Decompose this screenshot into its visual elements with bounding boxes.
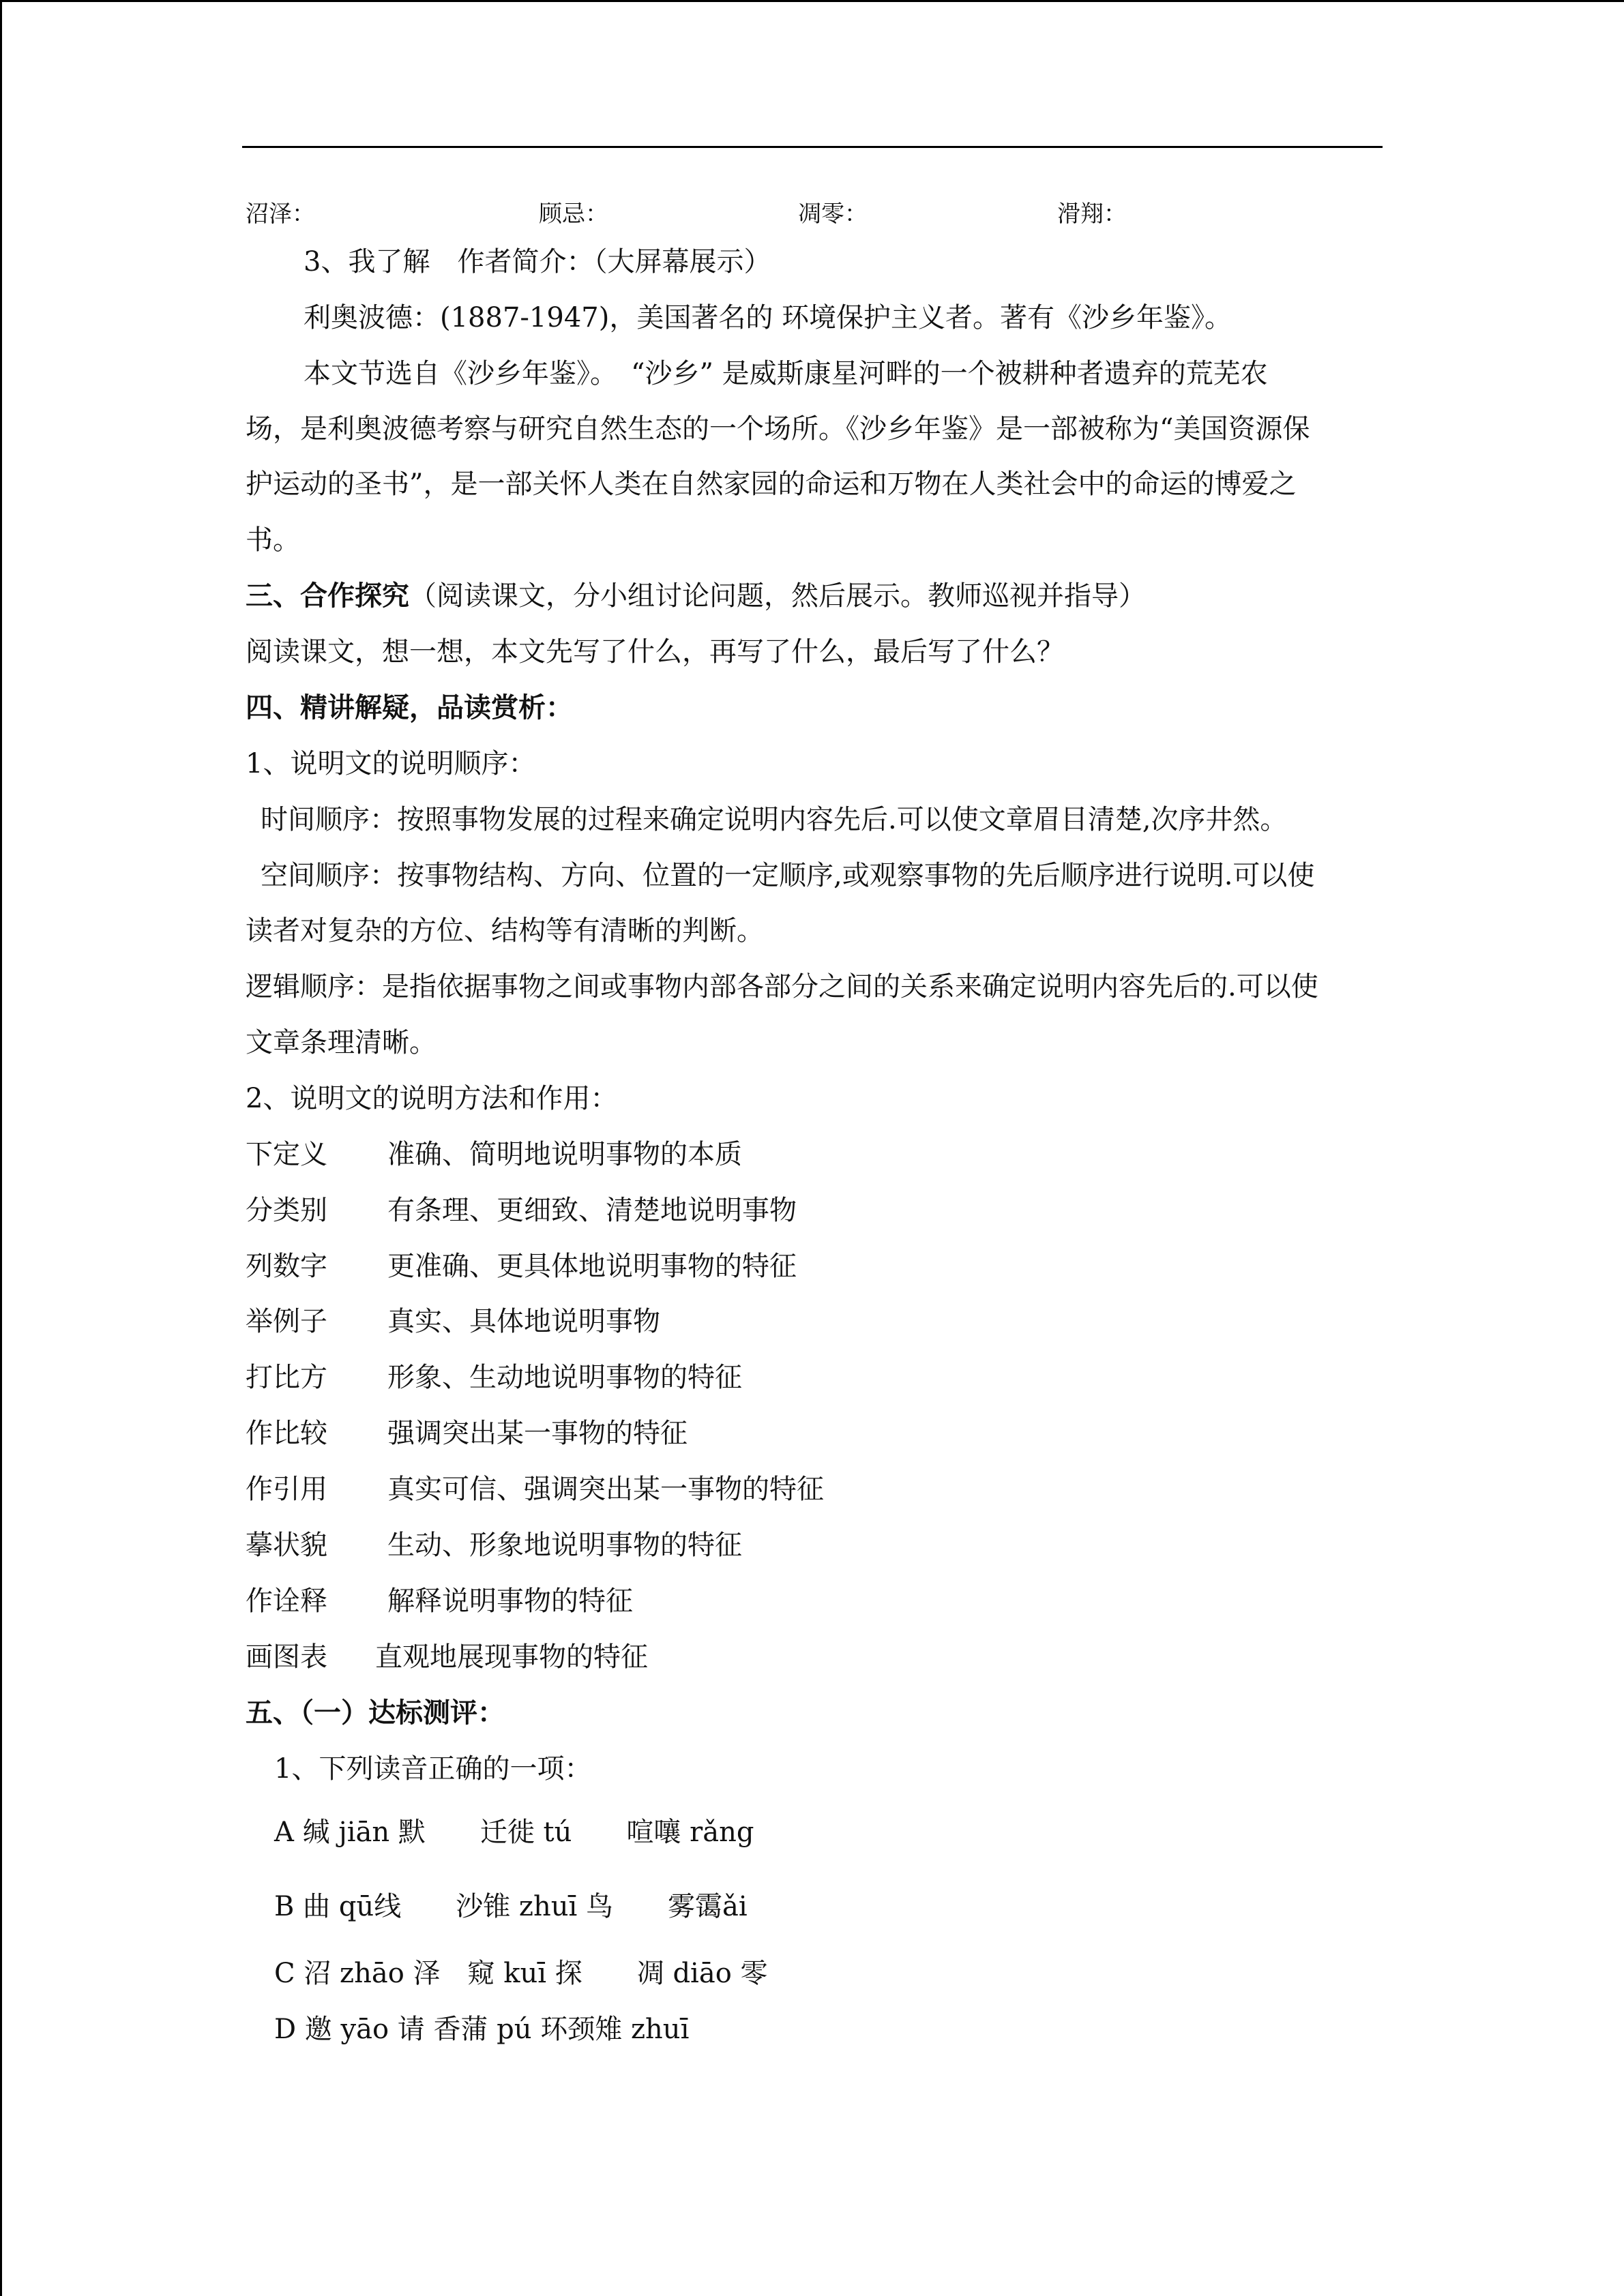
section-5-title: 五、（一）达标测评： <box>246 1697 505 1729</box>
vocab-word-2: 顾忌： <box>539 200 608 228</box>
method-effect: 强调突出某一事物的特征 <box>387 1418 688 1449</box>
method-row <box>246 1641 1064 1673</box>
space-order-line-1: 空间顺序：按事物结构、方向、位置的一定顺序,或观察事物的先后顺序进行说明.可以使 <box>261 860 1315 891</box>
method-effect: 准确、简明地说明事物的本质 <box>387 1139 742 1170</box>
method-name: 举例子 <box>246 1306 327 1337</box>
quiz-option-c: C 沼 zhāo 泽 窥 kuī 探 凋 diāo 零 <box>274 1958 768 1989</box>
method-name: 作比较 <box>246 1418 327 1449</box>
intro-paragraph-line-4: 书。 <box>246 524 300 556</box>
intro-paragraph-line-3: 护运动的圣书”，是一部关怀人类在自然家园的命运和万物在人类社会中的命运的博爱之 <box>246 468 1297 500</box>
method-row <box>246 1417 1064 1450</box>
quiz-option-a: A 缄 jiān 默 迁徙 tú 喧嚷 rǎng <box>274 1817 754 1848</box>
method-name: 列数字 <box>246 1251 327 1282</box>
method-effect: 直观地展现事物的特征 <box>375 1641 648 1673</box>
method-row <box>246 1361 1064 1394</box>
method-row <box>246 1138 1064 1171</box>
header-rule <box>242 146 1383 148</box>
space-order-line-2: 读者对复杂的方位、结构等有清晰的判断。 <box>246 915 764 946</box>
method-effect: 有条理、更细致、清楚地说明事物 <box>387 1195 797 1226</box>
method-name: 画图表 <box>246 1641 327 1673</box>
method-effect: 更准确、更具体地说明事物的特征 <box>387 1251 797 1282</box>
author-intro-line: 利奥波德：(1887-1947)，美国著名的 环境保护主义者。著有《沙乡年鉴》。 <box>304 302 1232 333</box>
section-3-question: 阅读课文，想一想，本文先写了什么，再写了什么，最后写了什么？ <box>246 636 1064 668</box>
method-row <box>246 1194 1064 1227</box>
method-effect: 生动、形象地说明事物的特征 <box>387 1530 742 1561</box>
section-3-title-bold: 三、合作探究 <box>246 580 409 612</box>
section-4-sub-1: 1、说明文的说明顺序： <box>246 748 536 779</box>
method-effect: 真实、具体地说明事物 <box>387 1306 660 1337</box>
section-3-title-note: （阅读课文，分小组讨论问题，然后展示。教师巡视并指导） <box>409 580 1146 612</box>
method-row <box>246 1250 1064 1283</box>
method-effect: 解释说明事物的特征 <box>387 1585 633 1617</box>
method-name: 下定义 <box>246 1139 327 1170</box>
vocab-word-3: 凋零： <box>798 200 868 228</box>
method-effect: 真实可信、强调突出某一事物的特征 <box>387 1474 824 1505</box>
method-row <box>246 1305 1064 1338</box>
vocab-word-4: 滑翔： <box>1057 200 1127 228</box>
logic-order-line-2: 文章条理清晰。 <box>246 1027 437 1058</box>
method-name: 作诠释 <box>246 1585 327 1617</box>
section-4-title: 四、精讲解疑，品读赏析： <box>246 691 573 724</box>
method-name: 分类别 <box>246 1195 327 1226</box>
quiz-option-d: D 邀 yāo 请 香蒲 pú 环颈雉 zhuī <box>274 2014 690 2045</box>
method-row <box>246 1585 1064 1617</box>
section-3-title <box>246 580 1146 612</box>
method-name: 作引用 <box>246 1474 327 1505</box>
intro-paragraph-line-2: 场，是利奥波德考察与研究自然生态的一个场所。《沙乡年鉴》是一部被称为“美国资源保 <box>246 413 1310 445</box>
vocab-row <box>246 198 1405 230</box>
intro-paragraph-line-1: 本文节选自《沙乡年鉴》。 “沙乡” 是威斯康星河畔的一个被耕种者遗弃的荒芜农 <box>304 358 1268 389</box>
method-name: 摹状貌 <box>246 1530 327 1561</box>
quiz-option-b: B 曲 qū线 沙锥 zhuī 鸟 雾霭ǎi <box>274 1891 748 1922</box>
vocab-word-1: 沼泽： <box>246 200 315 228</box>
quiz-question-1: 1、下列读音正确的一项： <box>274 1753 592 1785</box>
author-intro-heading: 3、我了解 作者简介：（大屏幕展示） <box>304 246 771 278</box>
method-row <box>246 1473 1064 1506</box>
time-order-line: 时间顺序：按照事物发展的过程来确定说明内容先后.可以使文章眉目清楚,次序井然。 <box>261 804 1288 835</box>
method-name: 打比方 <box>246 1362 327 1393</box>
method-row <box>246 1529 1064 1562</box>
logic-order-line-1: 逻辑顺序：是指依据事物之间或事物内部各部分之间的关系来确定说明内容先后的.可以使 <box>246 971 1318 1002</box>
method-effect: 形象、生动地说明事物的特征 <box>387 1362 742 1393</box>
section-4-sub-2: 2、说明文的说明方法和作用： <box>246 1083 618 1114</box>
